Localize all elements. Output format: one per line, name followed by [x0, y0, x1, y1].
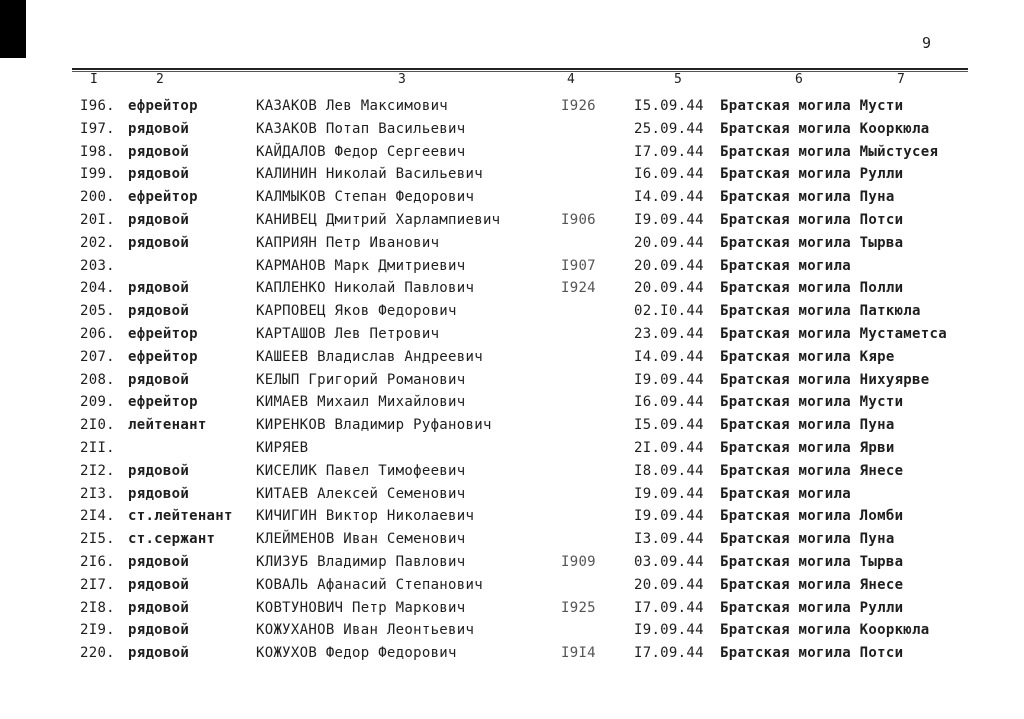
table-row	[0, 144, 1024, 166]
record-death-date: 2I.09.44	[634, 440, 704, 456]
record-name: КОВАЛЬ Афанасий Степанович	[256, 576, 483, 593]
record-death-date: I6.09.44	[634, 166, 704, 183]
record-number: 2I8.	[80, 599, 115, 616]
column-header-1: I	[90, 72, 98, 87]
record-rank: рядовой	[128, 143, 190, 160]
record-burial-place: Братская могила Янесе	[720, 462, 904, 479]
record-burial-place: Братская могила Ярви	[720, 440, 895, 456]
record-name: КАРТАШОВ Лев Петрович	[256, 326, 440, 342]
table-row	[0, 417, 1024, 439]
table-row	[0, 600, 1024, 622]
record-birth-year: I906	[561, 212, 596, 228]
record-burial-place: Братская могила	[720, 485, 851, 502]
record-name: КАЙДАЛОВ Федор Сергеевич	[256, 143, 466, 160]
record-rank: ефрейтор	[128, 348, 198, 365]
record-burial-place: Братская могила Мусти	[720, 98, 904, 114]
record-burial-place: Братская могила Пуна	[720, 189, 895, 206]
record-rank: рядовой	[128, 485, 190, 502]
record-number: 208.	[80, 371, 115, 388]
record-rank: ефрейтор	[128, 189, 198, 206]
table-row	[0, 531, 1024, 553]
scan-corner-mark	[0, 0, 26, 58]
record-burial-place: Братская могила Тырва	[720, 234, 904, 251]
record-name: КАРМАНОВ Марк Дмитриевич	[256, 257, 466, 274]
record-rank: рядовой	[128, 303, 190, 320]
record-number: 2I5.	[80, 531, 115, 548]
record-burial-place: Братская могила	[720, 257, 851, 274]
record-burial-place: Братская могила Мыйстусея	[720, 143, 939, 160]
header-rule	[72, 68, 968, 70]
record-burial-place: Братская могила Ломби	[720, 508, 904, 525]
table-row	[0, 258, 1024, 280]
record-death-date: 20.09.44	[634, 280, 704, 297]
page-number: 9	[922, 34, 932, 52]
record-number: 2I4.	[80, 508, 115, 525]
record-name: КИСЕЛИК Павел Тимофеевич	[256, 462, 466, 479]
column-header-7: 7	[897, 72, 905, 87]
record-rank: ст.сержант	[128, 531, 216, 548]
record-birth-year: I924	[561, 280, 596, 297]
table-row	[0, 235, 1024, 257]
column-header-6: 6	[795, 72, 803, 87]
record-rank: рядовой	[128, 462, 190, 479]
record-burial-place: Братская могила Пуна	[720, 531, 895, 548]
record-burial-place: Братская могила Полли	[720, 280, 904, 297]
column-header-4: 4	[567, 72, 575, 87]
record-name: КИМАЕВ Михаил Михайлович	[256, 394, 466, 411]
record-death-date: 20.09.44	[634, 257, 704, 274]
record-number: 2I3.	[80, 485, 115, 502]
record-burial-place: Братская могила Кооркюла	[720, 622, 930, 639]
table-row	[0, 554, 1024, 576]
record-death-date: I7.09.44	[634, 645, 704, 662]
record-rank: ст.лейтенант	[128, 508, 233, 525]
record-burial-place: Братская могила Потси	[720, 645, 904, 662]
header-rule-secondary	[72, 71, 968, 72]
record-birth-year: I909	[561, 554, 596, 570]
record-death-date: I4.09.44	[634, 189, 704, 206]
record-rank: рядовой	[128, 599, 190, 616]
record-name: КИЧИГИН Виктор Николаевич	[256, 508, 475, 525]
record-death-date: I9.09.44	[634, 485, 704, 502]
column-header-3: 3	[398, 72, 406, 87]
record-number: 209.	[80, 394, 115, 411]
record-death-date: I5.09.44	[634, 417, 704, 434]
table-row	[0, 508, 1024, 530]
table-row	[0, 372, 1024, 394]
record-number: 202.	[80, 234, 115, 251]
record-rank: рядовой	[128, 280, 190, 297]
record-number: 20I.	[80, 212, 115, 228]
record-number: 2I6.	[80, 554, 115, 570]
record-death-date: I9.09.44	[634, 371, 704, 388]
record-burial-place: Братская могила Мустаметса	[720, 326, 947, 342]
record-rank: рядовой	[128, 120, 190, 137]
record-number: 2II.	[80, 440, 115, 456]
record-name: КАШЕЕВ Владислав Андреевич	[256, 348, 483, 365]
record-death-date: I9.09.44	[634, 622, 704, 639]
record-number: 205.	[80, 303, 115, 320]
record-number: 204.	[80, 280, 115, 297]
record-death-date: I6.09.44	[634, 394, 704, 411]
table-row	[0, 349, 1024, 371]
record-rank: рядовой	[128, 622, 190, 639]
table-row	[0, 463, 1024, 485]
table-row	[0, 189, 1024, 211]
record-name: КЛЕЙМЕНОВ Иван Семенович	[256, 531, 466, 548]
record-death-date: 02.I0.44	[634, 303, 704, 320]
record-death-date: I8.09.44	[634, 462, 704, 479]
record-death-date: 20.09.44	[634, 576, 704, 593]
record-death-date: I9.09.44	[634, 508, 704, 525]
record-name: КОЖУХОВ Федор Федорович	[256, 645, 457, 662]
record-rank: ефрейтор	[128, 326, 198, 342]
record-burial-place: Братская могила Янесе	[720, 576, 904, 593]
record-rank: рядовой	[128, 554, 190, 570]
record-number: 203.	[80, 257, 115, 274]
record-number: 220.	[80, 645, 115, 662]
record-death-date: I7.09.44	[634, 599, 704, 616]
record-burial-place: Братская могила Тырва	[720, 554, 904, 570]
record-number: 2I2.	[80, 462, 115, 479]
record-number: I98.	[80, 143, 115, 160]
record-rank: рядовой	[128, 166, 190, 183]
record-number: I99.	[80, 166, 115, 183]
record-name: КАПРИЯН Петр Иванович	[256, 234, 440, 251]
record-death-date: 23.09.44	[634, 326, 704, 342]
record-name: КАЛИНИН Николай Васильевич	[256, 166, 483, 183]
record-death-date: I3.09.44	[634, 531, 704, 548]
table-row	[0, 622, 1024, 644]
record-rank: лейтенант	[128, 417, 207, 434]
record-name: КИРЕНКОВ Владимир Руфанович	[256, 417, 492, 434]
record-death-date: I9.09.44	[634, 212, 704, 228]
record-burial-place: Братская могила Паткюла	[720, 303, 921, 320]
record-number: 207.	[80, 348, 115, 365]
record-name: КОЖУХАНОВ Иван Леонтьевич	[256, 622, 475, 639]
record-rank: рядовой	[128, 645, 190, 662]
table-row	[0, 98, 1024, 120]
table-row	[0, 303, 1024, 325]
table-row	[0, 645, 1024, 667]
record-death-date: 20.09.44	[634, 234, 704, 251]
record-number: I96.	[80, 98, 115, 114]
table-row	[0, 326, 1024, 348]
record-rank: рядовой	[128, 576, 190, 593]
record-name: КЛИЗУБ Владимир Павлович	[256, 554, 466, 570]
record-name: КЕЛЫП Григорий Романович	[256, 371, 466, 388]
table-row	[0, 212, 1024, 234]
table-row	[0, 121, 1024, 143]
record-rank: рядовой	[128, 371, 190, 388]
record-name: КАЛМЫКОВ Степан Федорович	[256, 189, 475, 206]
record-number: 2I9.	[80, 622, 115, 639]
record-rank: рядовой	[128, 212, 190, 228]
record-name: КАПЛЕНКО Николай Павлович	[256, 280, 475, 297]
record-name: КАРПОВЕЦ Яков Федорович	[256, 303, 457, 320]
record-name: КАЗАКОВ Потап Васильевич	[256, 120, 466, 137]
record-burial-place: Братская могила Кяре	[720, 348, 895, 365]
table-row	[0, 394, 1024, 416]
record-death-date: I5.09.44	[634, 98, 704, 114]
record-burial-place: Братская могила Потси	[720, 212, 904, 228]
record-name: КИРЯЕВ	[256, 440, 309, 456]
record-number: I97.	[80, 120, 115, 137]
table-row	[0, 577, 1024, 599]
record-birth-year: I925	[561, 599, 596, 616]
column-header-5: 5	[674, 72, 682, 87]
record-name: КОВТУНОВИЧ Петр Маркович	[256, 599, 466, 616]
record-number: 2I0.	[80, 417, 115, 434]
record-burial-place: Братская могила Нихуярве	[720, 371, 930, 388]
record-name: КАЗАКОВ Лев Максимович	[256, 98, 449, 114]
record-birth-year: I926	[561, 98, 596, 114]
table-row	[0, 486, 1024, 508]
record-burial-place: Братская могила Рулли	[720, 599, 904, 616]
record-number: 200.	[80, 189, 115, 206]
record-name: КИТАЕВ Алексей Семенович	[256, 485, 466, 502]
record-rank: ефрейтор	[128, 394, 198, 411]
record-number: 2I7.	[80, 576, 115, 593]
record-death-date: I4.09.44	[634, 348, 704, 365]
record-number: 206.	[80, 326, 115, 342]
record-rank: рядовой	[128, 234, 190, 251]
table-row	[0, 440, 1024, 462]
record-birth-year: I9I4	[561, 645, 596, 662]
record-death-date: 25.09.44	[634, 120, 704, 137]
column-header-2: 2	[156, 72, 164, 87]
record-rank: ефрейтор	[128, 98, 198, 114]
table-row	[0, 166, 1024, 188]
table-row	[0, 280, 1024, 302]
record-name: КАНИВЕЦ Дмитрий Харлампиевич	[256, 212, 501, 228]
record-death-date: 03.09.44	[634, 554, 704, 570]
record-birth-year: I907	[561, 257, 596, 274]
record-death-date: I7.09.44	[634, 143, 704, 160]
record-burial-place: Братская могила Пуна	[720, 417, 895, 434]
record-burial-place: Братская могила Кооркюла	[720, 120, 930, 137]
record-burial-place: Братская могила Мусти	[720, 394, 904, 411]
record-burial-place: Братская могила Рулли	[720, 166, 904, 183]
